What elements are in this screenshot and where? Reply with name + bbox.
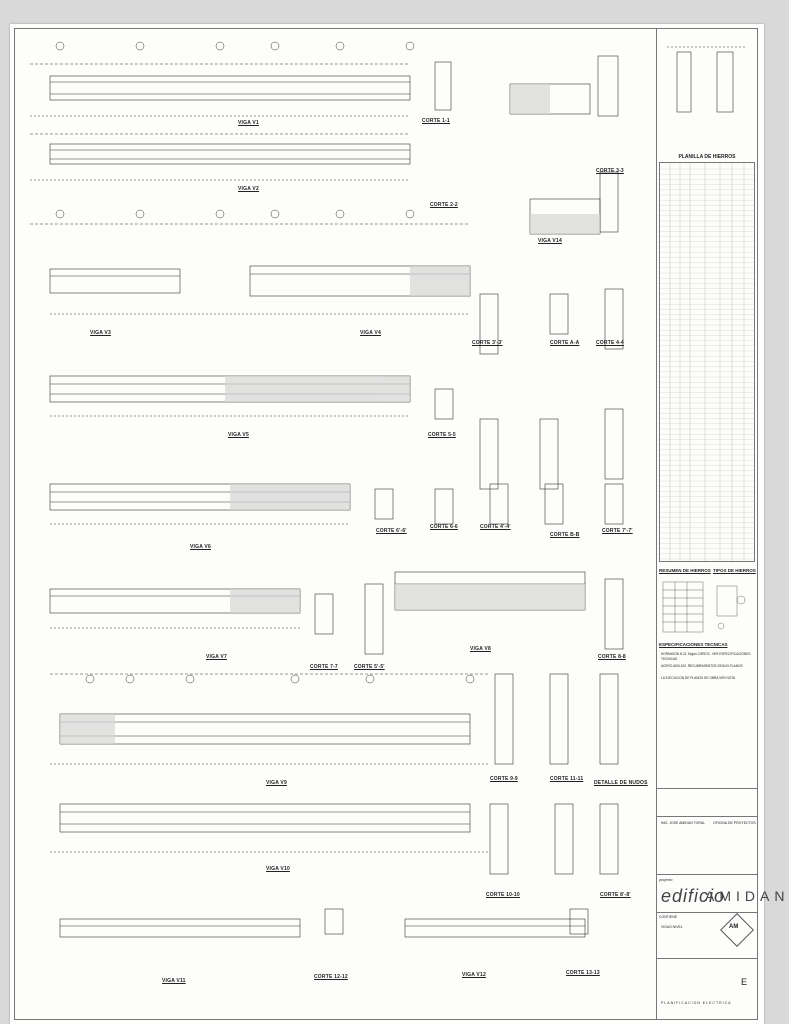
spec-line-1: HORMIGON H-21 Según CIRSOC. VER ESPECIFICACIONES TECNICAS xyxy=(661,652,751,661)
label-corte-1: CORTE 1-1 xyxy=(422,118,450,124)
label-corte-6p: CORTE 6'-6' xyxy=(376,528,407,534)
content-label: CONTIENE xyxy=(659,915,678,919)
label-viga-v2: VIGA V2 xyxy=(238,186,259,192)
label-corte-4p: CORTE 4'-4' xyxy=(480,524,511,530)
firm-block xyxy=(657,816,757,873)
label-corte-7: CORTE 7-7 xyxy=(310,664,338,670)
label-viga-v1: VIGA V1 xyxy=(238,120,259,126)
sheet-code: E xyxy=(741,977,748,987)
resumen-tipos-drawing xyxy=(657,576,757,636)
label-viga-v4: VIGA V4 xyxy=(360,330,381,336)
label-viga-v8: VIGA V8 xyxy=(470,646,491,652)
label-corte-b: CORTE B-B xyxy=(550,532,580,538)
label-viga-v5: VIGA V5 xyxy=(228,432,249,438)
label-corte-5p: CORTE 5'-5' xyxy=(354,664,385,670)
label-corte-12: CORTE 12-12 xyxy=(314,974,348,980)
label-corte-6: CORTE 6-6 xyxy=(430,524,458,530)
label-corte-4: CORTE 4-4 xyxy=(596,340,624,346)
spec-line-2: ACERO ADN 420. RECUBRIMIENTOS SEGUN PLANOS xyxy=(661,664,743,668)
spec-line-3: LA EJECUCION DE PLANOS DE OBRA VER NOTA xyxy=(661,676,736,680)
project-word: edificio xyxy=(661,886,726,906)
label-viga-v7: VIGA V7 xyxy=(206,654,227,660)
label-corte-9: CORTE 9-9 xyxy=(490,776,518,782)
project-label: proyecto xyxy=(659,878,673,882)
label-viga-v10: VIGA V10 xyxy=(266,866,290,872)
label-viga-v6: VIGA V6 xyxy=(190,544,211,550)
firm-logo-text: AM xyxy=(729,924,739,930)
top-sections-drawing xyxy=(657,32,757,152)
label-corte-13: CORTE 13-13 xyxy=(566,970,600,976)
drawing-sheet xyxy=(10,24,789,1024)
content-value: VIGAS NIVEL xyxy=(661,925,683,929)
label-viga-v14: VIGA V14 xyxy=(538,238,562,244)
label-corte-3: CORTE 3-3 xyxy=(596,168,624,174)
sidebar-panel xyxy=(656,28,789,1020)
label-corte-8: CORTE 8-8 xyxy=(598,654,626,660)
label-viga-v11: VIGA V11 xyxy=(162,978,186,984)
label-corte-7p: CORTE 7'-7' xyxy=(602,528,633,534)
specs-title: ESPECIFICACIONES TECNICAS xyxy=(659,642,728,647)
label-corte-a: CORTE A-A xyxy=(550,340,580,346)
project-divider xyxy=(657,874,757,882)
beam-drawings xyxy=(10,24,656,1024)
planilla-table xyxy=(659,162,755,562)
revisions-block xyxy=(657,788,757,813)
label-corte-3p: CORTE 3'-3' xyxy=(472,340,503,346)
label-corte-10: CORTE 10-10 xyxy=(486,892,520,898)
label-corte-8p: CORTE 8'-8' xyxy=(600,892,631,898)
label-corte-2: CORTE 2-2 xyxy=(430,202,458,208)
label-viga-v3: VIGA V3 xyxy=(90,330,111,336)
firm-office: OFICINA DE PROYECTOS xyxy=(713,821,756,825)
tipos-title: TIPOS DE HIERROS xyxy=(713,568,756,573)
firm-name: ING. JOSE AMIDAN TORAL xyxy=(661,821,706,825)
label-detalle-nudos: DETALLE DE NUDOS xyxy=(594,780,648,786)
title-footer: PLANIFICACION ELECTRICA xyxy=(661,1001,732,1005)
sheet-info-block xyxy=(657,958,757,1009)
project-name: AMIDAN xyxy=(705,888,789,904)
label-corte-11: CORTE 11-11 xyxy=(550,776,584,782)
resumen-title: RESUMEN DE HIERROS xyxy=(659,568,711,573)
label-corte-5: CORTE 5-5 xyxy=(428,432,456,438)
planilla-title: PLANILLA DE HIERROS xyxy=(678,154,736,160)
planilla-grid xyxy=(660,163,754,561)
label-viga-v12: VIGA V12 xyxy=(462,972,486,978)
label-viga-v9: VIGA V9 xyxy=(266,780,287,786)
